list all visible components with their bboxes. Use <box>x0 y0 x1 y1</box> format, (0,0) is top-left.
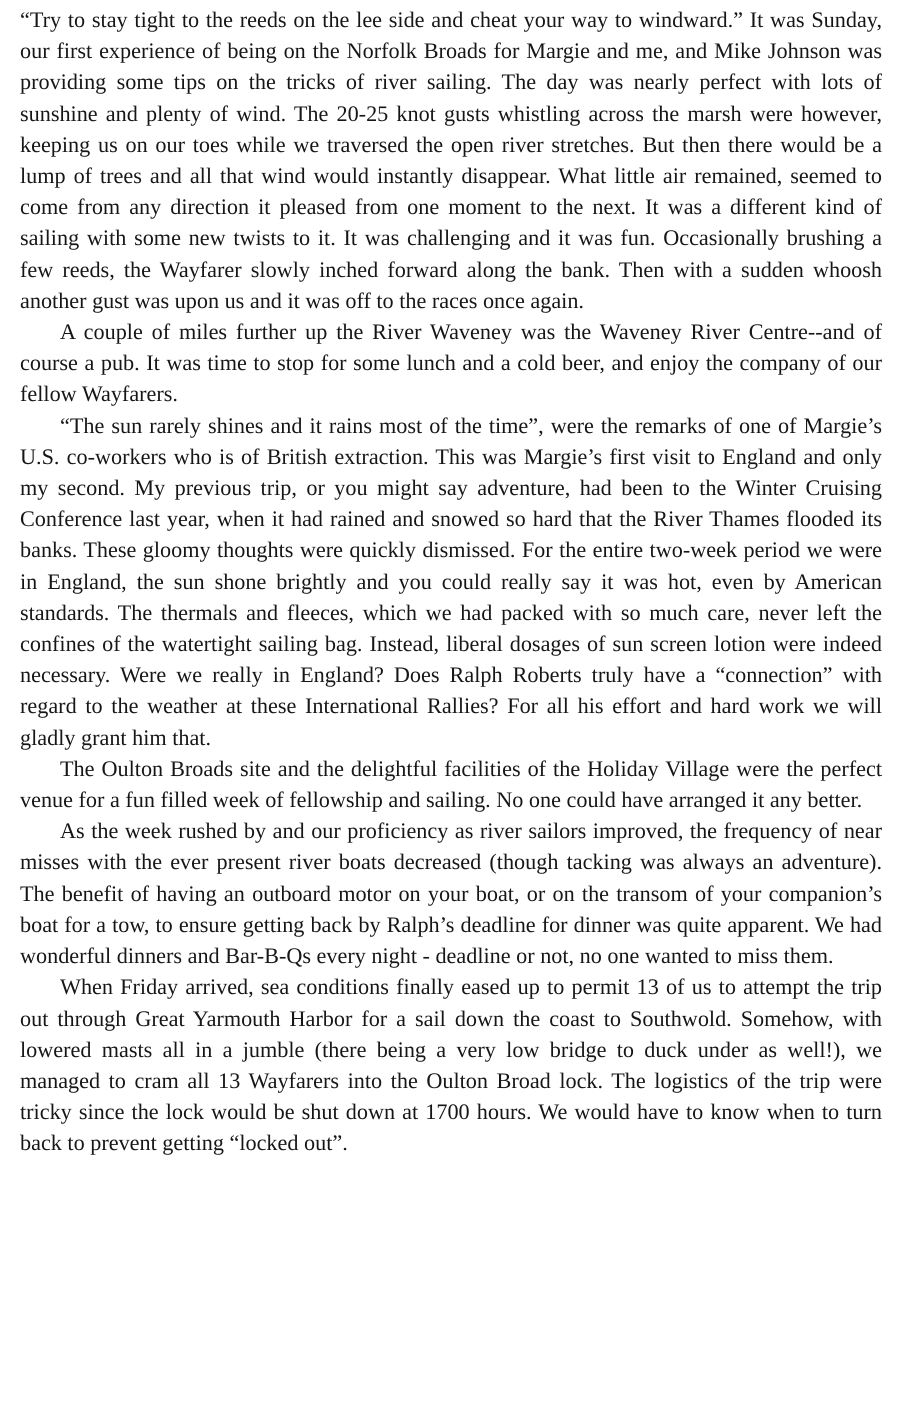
paragraph-friday-trip: When Friday arrived, sea conditions finally eased up to permit 13 of us to attempt the trip out through Great Yarmouth Harbor for a sail down the coast to Southwold. Somehow, with lowered masts all in a jumble (there being a very low bridge to duck under as well!), we managed to cram all 13 Wayfarers into the Oulton Broad lock. The logistics of the trip were tricky since the lock would be shut down at 1700 hours. We would have to know when to turn back to prevent getting “locked out”. <box>20 974 882 1156</box>
paragraph-week-progress: As the week rushed by and our proficiency as river sailors improved, the frequency of near misses with the ever present river boats decreased (though tacking was always an adventure). The benefit of having an outboard motor on your boat, or on the transom of your companion’s boat for a tow, to ensure getting back by Ralph’s deadline for dinner was quite apparent. We had wonderful dinners and Bar-B-Qs every night - deadline or not, no one wanted to miss them. <box>20 818 882 969</box>
paragraph-waveney-river-centre: A couple of miles further up the River Waveney was the Waveney River Centre--and of course a pub. It was time to stop for some lunch and a cold beer, and enjoy the company of our fellow Wayfarers. <box>20 319 882 407</box>
paragraph-opening: “Try to stay tight to the reeds on the lee side and cheat your way to windward.” It was Sunday, our first experience of being on the Norfolk Broads for Margie and me, and Mike Johnson was providing some tips on the tricks of river sailing. The day was nearly perfect with lots of sunshine and plenty of wind. The 20-25 knot gusts whistling across the marsh were however, keeping us on our toes while we traversed the open river stretches. But then there would be a lump of trees and all that wind would instantly disappear. What little air remained, seemed to come from any direction it pleased from one moment to the next. It was a different kind of sailing with some new twists to it. It was challenging and it was fun. Occasionally brushing a few reeds, the Wayfarer slowly inched forward along the bank. Then with a sudden whoosh another gust was upon us and it was off to the races once again. <box>20 7 882 313</box>
paragraph-weather: “The sun rarely shines and it rains most of the time”, were the remarks of one of Margie’s U.S. co-workers who is of British extraction. This was Margie’s first visit to England and only my second. My previous trip, or you might say adventure, had been to the Winter Cruising Conference last year, when it had rained and snowed so hard that the River Thames flooded its banks. These gloomy thoughts were quickly dismissed. For the entire two-week period we were in England, the sun shone brightly and you could really say it was hot, even by American standards. The thermals and fleeces, which we had packed with so much care, never left the confines of the watertight sailing bag. Instead, liberal dosages of sun screen lotion were indeed necessary. Were we really in England? Does Ralph Roberts truly have a “connection” with regard to the weather at these International Rallies? For all his effort and hard work we will gladly grant him that. <box>20 412 882 750</box>
article-body <box>20 4 882 1159</box>
paragraph-oulton-broads-site: The Oulton Broads site and the delightful facilities of the Holiday Village were the perfect venue for a fun filled week of fellowship and sailing. No one could have arranged it any better. <box>20 755 882 813</box>
